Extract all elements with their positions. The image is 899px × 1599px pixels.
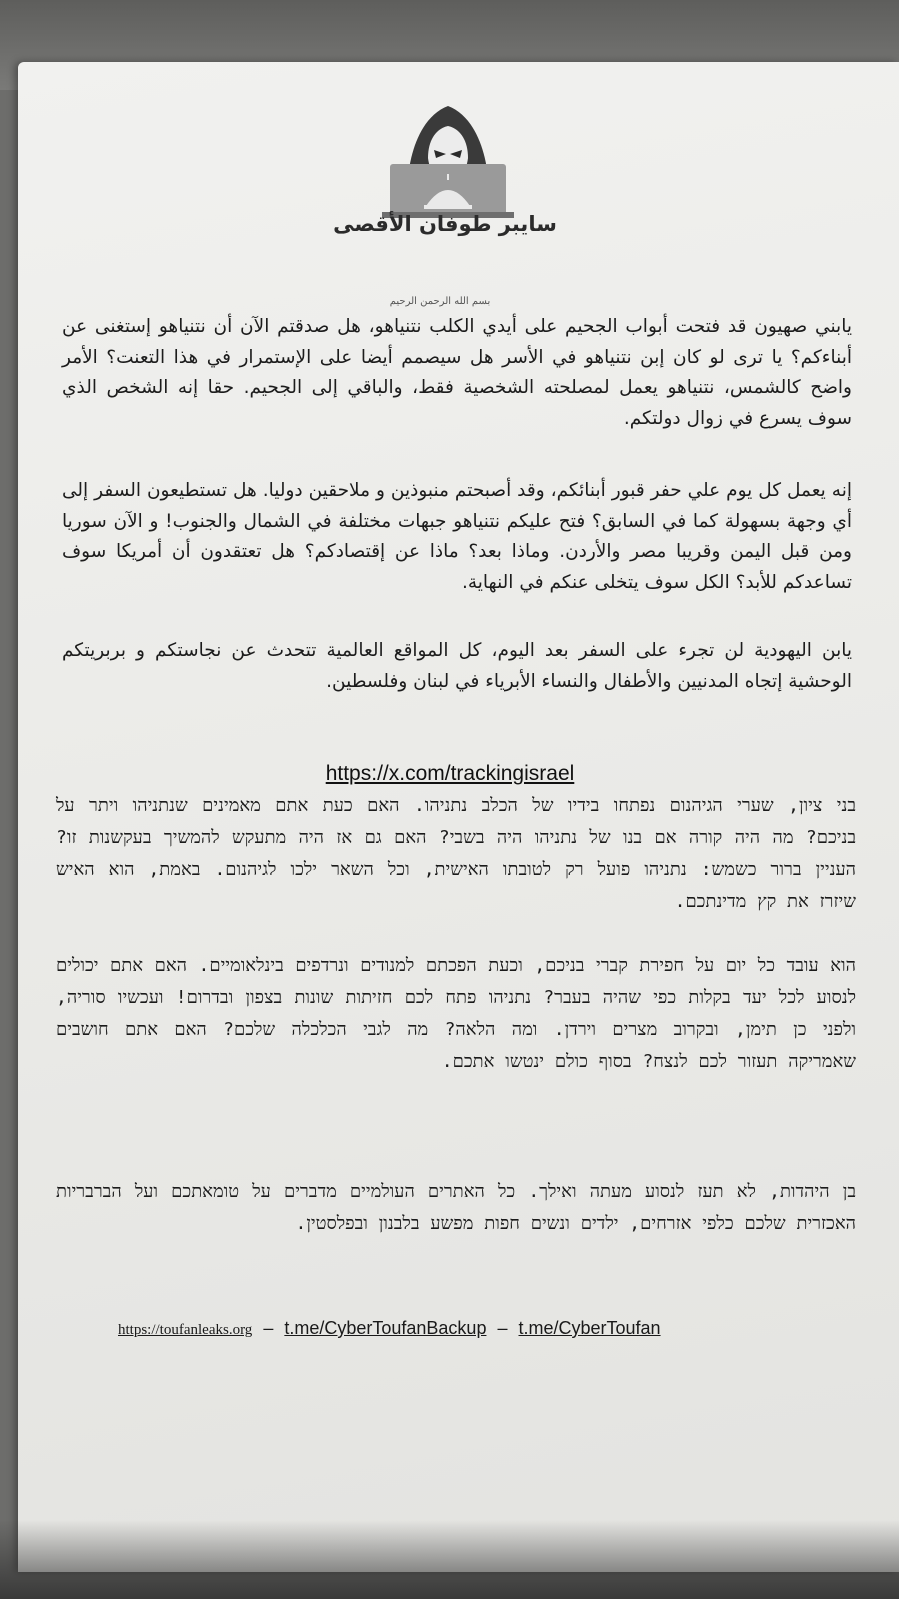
footer-links [118, 1318, 818, 1339]
hebrew-paragraph-1: בני ציון, שערי הגיהנום נפתחו בידיו של הכלב נתניהו. האם כעת אתם מאמינים שנתניהו ויתר על בניכם? מה היה קורה אם בנו של נתניהו היה בשבי? האם גם אז היה מתעקש להמשיך בעקשנות זו? העניין ברור כשמש: נתניהו פועל רק לטובתו האישית, וכל השאר ילכו לגיהנום. באמת, הוא האיש שיזרז את קץ מדינתכם. [56, 795, 856, 912]
hebrew-paragraph-3: בן היהדות, לא תעז לנסוע מעתה ואילך. כל האתרים העולמיים מדברים על טומאתכם ועל הברבריות האכזרית שלכם כלפי אזרחים, ילדים ונשים חפות מפשע בלבנון ובפלסטין. [56, 1181, 856, 1234]
basmala-line: بسم الله الرحمن الرحيم [389, 296, 491, 307]
arabic-paragraph-2: إنه يعمل كل يوم علي حفر قبور أبنائكم، وقد أصبحتم منبوذين و ملاحقين دوليا. هل تستطيعون السفر إلى أي وجهة بسهولة كما في السابق؟ فتح عليكم نتنياهو جبهات مختلفة في الشمال والجنوب! و الآن سوريا ومن قبل اليمن وقريبا مصر والأردن. وماذا بعد؟ ماذا عن إقتصادكم؟ هل تعتقدون أن أمريكا سوف تساعدكم للأبد؟ الكل سوف يتخلى عنكم في النهاية. [62, 480, 852, 593]
footer-link-telegram[interactable]: t.me/CyberToufan [518, 1318, 661, 1338]
arabic-paragraph-1: يابني صهيون قد فتحت أبواب الجحيم على أيدي الكلب نتنياهو، هل صدقتم الآن أن نتنياهو إستغنى عن أبناءكم؟ يا ترى لو كان إبن نتنياهو في الأسر هل سيصمم أيضا على الإستمرار في هذا التعنت؟ الأمر واضح كالشمس، نتنياهو يعمل لمصلحته الشخصية فقط، والباقي إلى الجحيم. حقا إنه الشخص الذي سوف يسرع في زوال دولتكم. [62, 316, 852, 429]
hebrew-paragraph-2: הוא עובד כל יום על חפירת קברי בניכם, וכעת הפכתם למנודים ונרדפים בינלאומיים. האם אתם יכולים לנסוע לכל יעד בקלות כפי שהיה בעבר? נתניהו פתח לכם חזיתות שונות בצפון ובדרום! ועכשיו סוריה, ולפני כן תימן, ובקרוב מצרים וירדן. ומה הלאה? מה לגבי הכלכלה שלכם? האם אתם חושבים שאמריקה תעזור לכם לנצח? בסוף כולם ינטשו אתכם. [56, 955, 856, 1072]
arabic-paragraph-3: يابن اليهودية لن تجرء على السفر بعد اليوم، كل المواقع العالمية تتحدث عن نجاستكم و بربريتكم الوحشية إتجاه المدنيين والأطفال والنساء الأبرياء في لبنان وفلسطين. [62, 640, 852, 692]
footer-separator: – [497, 1318, 508, 1338]
footer-separator: – [263, 1318, 274, 1338]
footer-link-telegram-backup[interactable]: t.me/CyberToufanBackup [284, 1318, 487, 1338]
logo-caption: سايبر طوفان الأقصى [333, 212, 557, 236]
bottom-shadow [0, 1520, 899, 1599]
tracking-link[interactable]: https://x.com/trackingisrael [325, 762, 575, 785]
footer-link-toufanleaks[interactable]: https://toufanleaks.org [118, 1322, 253, 1338]
